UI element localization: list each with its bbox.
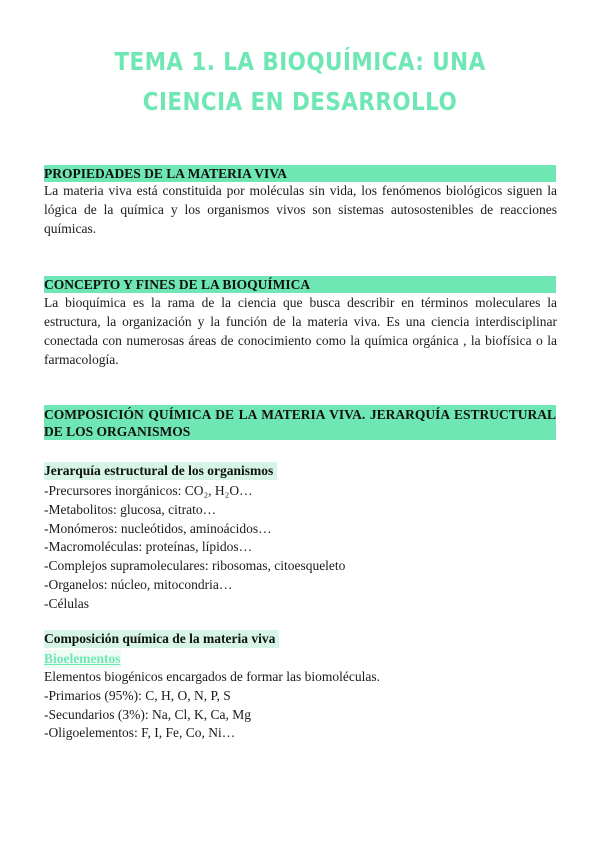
jerarquia-list bbox=[44, 482, 345, 614]
list-item: -Primarios (95%): C, H, O, N, P, S bbox=[44, 687, 231, 703]
bioelementos-link[interactable]: Bioelementos bbox=[44, 651, 121, 666]
list-item: -Oligoelementos: F, I, Fe, Co, Ni… bbox=[44, 725, 236, 741]
list-item: -Células bbox=[44, 595, 89, 611]
page-title: TEMA 1. LA BIOQUÍMICA: UNA CIENCIA EN DESARROLLO bbox=[114, 47, 486, 116]
list-item: -Secundarios (3%): Na, Cl, K, Ca, Mg bbox=[44, 706, 251, 722]
bioelementos-list bbox=[44, 668, 380, 743]
section-text-propiedades: La materia viva está constituida por moléculas sin vida, los fenómenos biológicos siguen la lógica de la química y los organismos vivos son sistemas autosostenibles de reacciones químicas. bbox=[44, 183, 557, 236]
list-item: Elementos biogénicos encargados de formar las biomoléculas. bbox=[44, 669, 381, 684]
section-text-concepto: La bioquímica es la rama de la ciencia que busca describir en términos moleculares la estructura, la organización y la función de la materia viva. Es una ciencia interdisciplinar conectada con numerosas áreas de conocimiento como la química orgánica , la biofísica o la farmacología. bbox=[44, 295, 557, 367]
subheading-jerarquia: Jerarquía estructural de los organismos bbox=[44, 462, 277, 480]
list-item: -Organelos: núcleo, mitocondria… bbox=[44, 576, 233, 592]
list-item: -Precursores inorgánicos: CO₂, H₂O… bbox=[44, 483, 253, 498]
section-heading-propiedades: PROPIEDADES DE LA MATERIA VIVA bbox=[44, 165, 556, 182]
list-item: -Metabolitos: glucosa, citrato… bbox=[44, 501, 217, 517]
list-item: -Macromoléculas: proteínas, lípidos… bbox=[44, 539, 253, 555]
list-item: -Complejos supramoleculares: ribosomas, citoesqueleto bbox=[44, 558, 346, 574]
section-heading-composicion: COMPOSICIÓN QUÍMICA DE LA MATERIA VIVA. JERARQUÍA ESTRUCTURAL DE LOS ORGANISMOS bbox=[44, 407, 556, 439]
section-heading-concepto: CONCEPTO Y FINES DE LA BIOQUÍMICA bbox=[44, 276, 556, 293]
list-item: -Monómeros: nucleótidos, aminoácidos… bbox=[44, 520, 272, 536]
subheading-composicion-quimica: Composición química de la materia viva bbox=[44, 630, 279, 648]
